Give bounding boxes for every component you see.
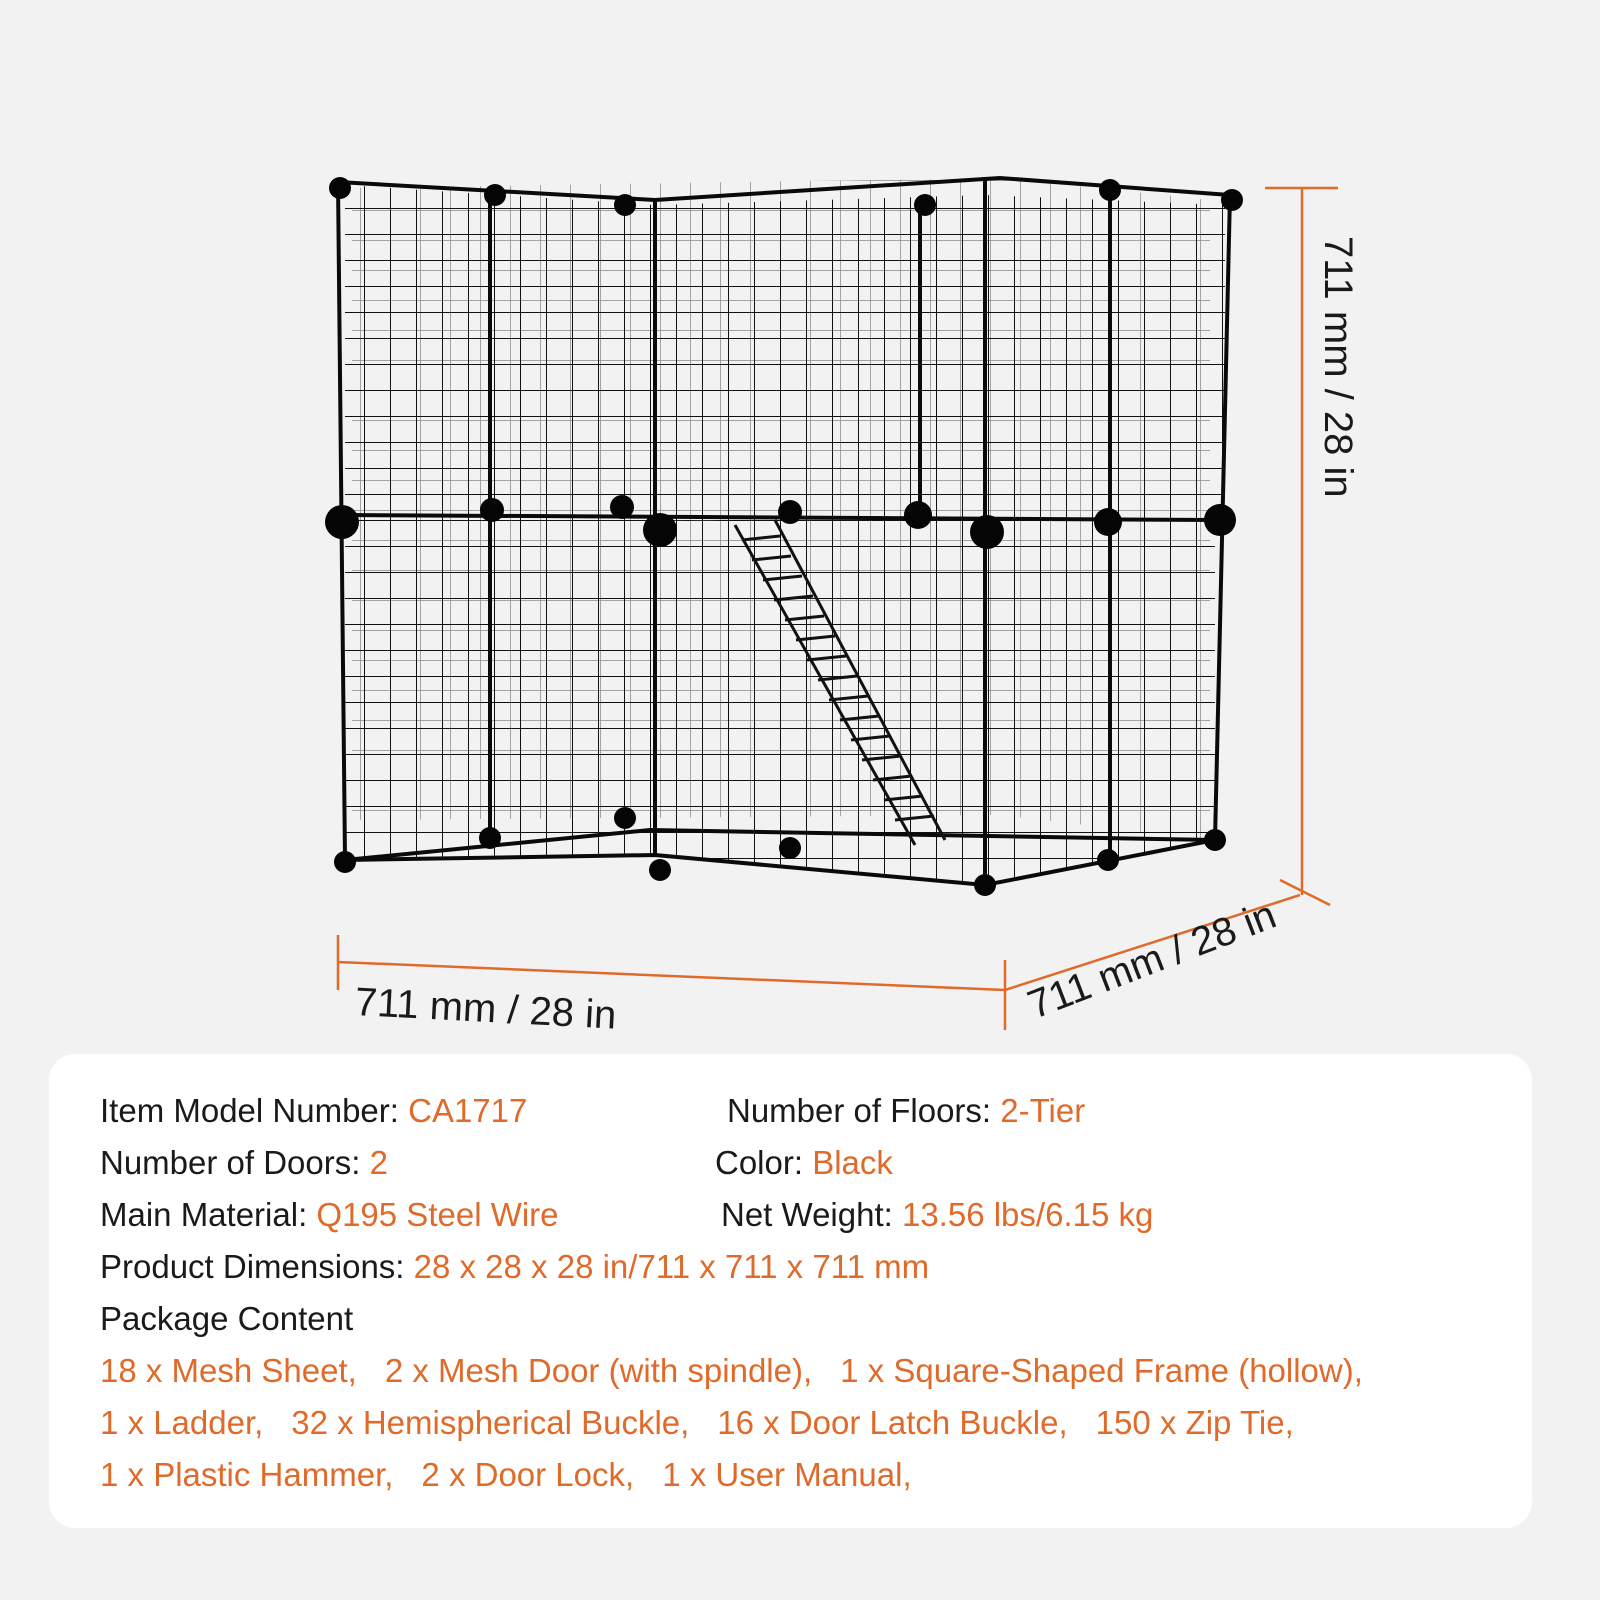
specification-card <box>49 1054 1532 1528</box>
package-item: 2 x Door Lock, <box>421 1456 635 1493</box>
package-item: 18 x Mesh Sheet, <box>100 1352 357 1389</box>
material-value: Q195 Steel Wire <box>316 1196 559 1233</box>
package-item: 1 x Plastic Hammer, <box>100 1456 394 1493</box>
weight-label: Net Weight: <box>721 1196 902 1233</box>
dimensions-row <box>100 1248 929 1286</box>
package-heading: Package Content <box>100 1300 354 1337</box>
doors-value: 2 <box>369 1144 388 1181</box>
floors-row <box>727 1092 1085 1130</box>
doors-row <box>100 1144 388 1182</box>
dimensions-value: 28 x 28 x 28 in/711 x 711 x 711 mm <box>413 1248 930 1285</box>
package-item: 2 x Mesh Door (with spindle), <box>384 1352 813 1389</box>
weight-row <box>721 1196 1153 1234</box>
model-number-value: CA1717 <box>408 1092 528 1129</box>
width-dimension-label: 711 mm / 28 in <box>353 980 618 1038</box>
material-row <box>100 1196 559 1234</box>
package-item: 32 x Hemispherical Buckle, <box>291 1404 690 1441</box>
color-value: Black <box>812 1144 893 1181</box>
color-row <box>715 1144 893 1182</box>
cage-front-panels <box>345 185 1225 885</box>
height-dimension-label: 711 mm / 28 in <box>1316 236 1360 498</box>
material-label: Main Material: <box>100 1196 317 1233</box>
package-line-3 <box>100 1456 940 1494</box>
package-item: 1 x Square-Shaped Frame (hollow), <box>840 1352 1363 1389</box>
weight-value: 13.56 lbs/6.15 kg <box>901 1196 1154 1233</box>
model-number-row <box>100 1092 527 1130</box>
floors-value: 2-Tier <box>1000 1092 1086 1129</box>
package-item: 16 x Door Latch Buckle, <box>717 1404 1068 1441</box>
dimensions-label: Product Dimensions: <box>100 1248 414 1285</box>
floors-label: Number of Floors: <box>727 1092 1001 1129</box>
package-item: 1 x User Manual, <box>662 1456 912 1493</box>
depth-dimension-label: 711 mm / 28 in <box>1021 892 1282 1028</box>
model-number-label: Item Model Number: <box>100 1092 409 1129</box>
doors-label: Number of Doors: <box>100 1144 370 1181</box>
package-line-2 <box>100 1404 1322 1442</box>
color-label: Color: <box>715 1144 813 1181</box>
package-line-1 <box>100 1352 1391 1390</box>
package-item: 1 x Ladder, <box>100 1404 264 1441</box>
package-item: 150 x Zip Tie, <box>1095 1404 1294 1441</box>
